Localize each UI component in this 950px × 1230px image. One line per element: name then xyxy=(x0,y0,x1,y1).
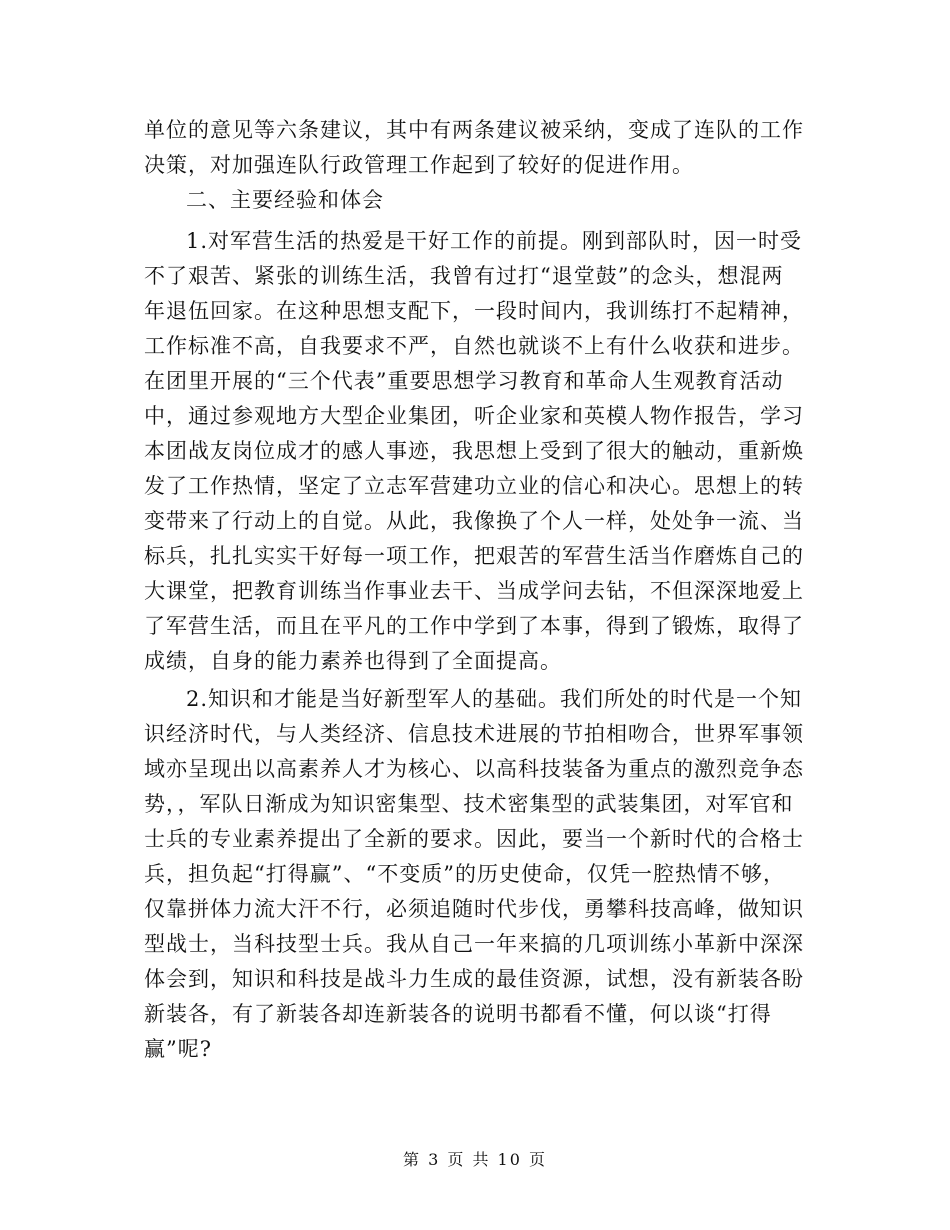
page-footer: 第 3 页 共 10 页 xyxy=(403,1150,547,1169)
text-line: 1.对军营生活的热爱是干好工作的前提。刚到部队时，因一时受 xyxy=(186,229,803,253)
section-heading: 二、主要经验和体会 xyxy=(186,188,384,212)
text-line: 型战士，当科技型士兵。我从自己一年来搞的几项训练小革新中深深 xyxy=(144,932,804,956)
text-line: 发了工作热情，坚定了立志军营建功立业的信心和决心。思想上的转 xyxy=(144,474,804,498)
text-line: 域亦呈现出以高素养人才为核心、以高科技装备为重点的激烈竞争态 xyxy=(144,757,804,781)
text-line: 成绩，自身的能力素养也得到了全面提高。 xyxy=(144,649,562,673)
text-line: 大课堂，把教育训练当作事业去干、当成学问去钻，不但深深地爱上 xyxy=(144,579,804,603)
text-line: 变带来了行动上的自觉。从此，我像换了个人一样，处处争一流、当 xyxy=(144,509,804,533)
text-line: 在团里开展的“三个代表”重要思想学习教育和革命人生观教育活动 xyxy=(144,369,784,393)
text-line: 本团战友岗位成才的感人事迹，我思想上受到了很大的触动，重新焕 xyxy=(144,439,804,463)
text-line: 兵，担负起“打得赢”、“不变质”的历史使命，仅凭一腔热情不够， xyxy=(144,862,785,886)
text-line: 年退伍回家。在这种思想支配下，一段时间内，我训练打不起精神， xyxy=(144,299,804,323)
text-line: 2.知识和才能是当好新型军人的基础。我们所处的时代是一个知 xyxy=(186,687,803,711)
text-line: 势，，军队日渐成为知识密集型、技术密集型的武装集团，对军官和 xyxy=(144,792,794,816)
text-line: 标兵，扎扎实实干好每一项工作，把艰苦的军营生活当作磨炼自己的 xyxy=(144,544,804,568)
text-line: 不了艰苦、紧张的训练生活，我曾有过打“退堂鼓”的念头，想混两 xyxy=(144,264,784,288)
text-line: 工作标准不高，自我要求不严，自然也就谈不上有什么收获和进步。 xyxy=(144,334,804,358)
text-line: 体会到，知识和科技是战斗力生成的最佳资源，试想，没有新装各盼 xyxy=(144,967,804,991)
text-line: 决策，对加强连队行政管理工作起到了较好的促进作用。 xyxy=(144,153,694,177)
text-line: 单位的意见等六条建议，其中有两条建议被采纳，变成了连队的工作 xyxy=(144,118,804,142)
text-line: 赢”呢? xyxy=(144,1037,212,1061)
text-line: 士兵的专业素养提出了全新的要求。因此，要当一个新时代的合格士 xyxy=(144,827,804,851)
text-line: 新装各，有了新装各却连新装各的说明书都看不懂，何以谈“打得 xyxy=(144,1002,772,1026)
text-line: 中，通过参观地方大型企业集团，听企业家和英模人物作报告，学习 xyxy=(144,404,804,428)
text-line: 了军营生活，而且在平凡的工作中学到了本事，得到了锻炼，取得了 xyxy=(144,614,804,638)
text-line: 仅靠拼体力流大汗不行，必须追随时代步伐，勇攀科技高峰，做知识 xyxy=(144,897,804,921)
text-line: 识经济时代，与人类经济、信息技术进展的节拍相吻合，世界军事领 xyxy=(144,722,804,746)
